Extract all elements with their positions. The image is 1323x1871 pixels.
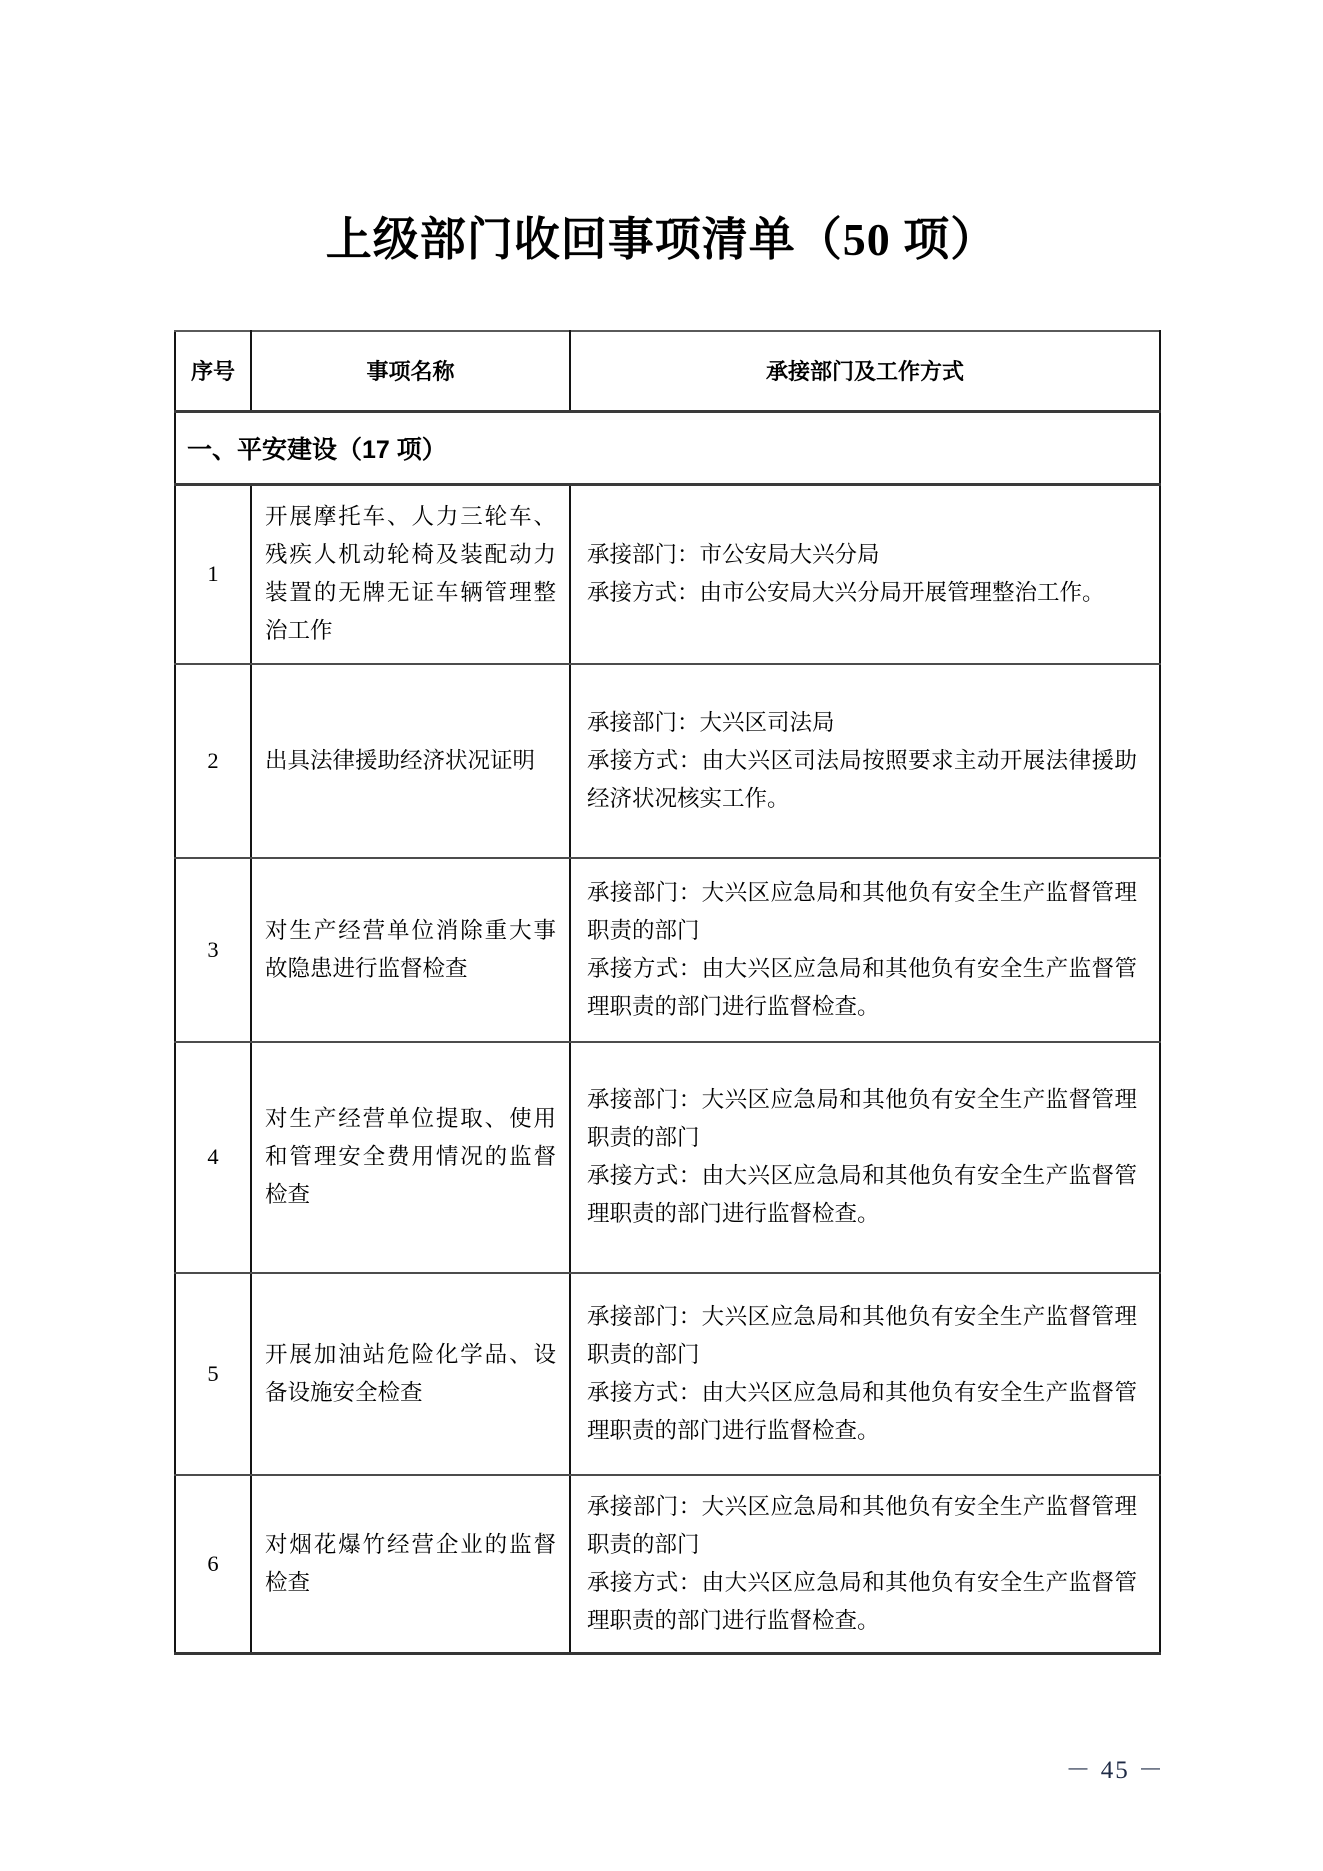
undertaking-dept: 承接部门：大兴区应急局和其他负有安全生产监督管理职责的部门 bbox=[587, 1303, 1137, 1367]
section-header: 一、平安建设（17 项） bbox=[175, 411, 1160, 484]
undertaking-cell bbox=[570, 484, 1160, 664]
undertaking-dept: 承接部门：大兴区司法局 bbox=[587, 709, 835, 735]
item-name: 开展加油站危险化学品、设备设施安全检查 bbox=[251, 1273, 570, 1475]
undertaking-cell bbox=[570, 1475, 1160, 1654]
item-name: 开展摩托车、人力三轮车、残疾人机动轮椅及装配动力装置的无牌无证车辆管理整治工作 bbox=[251, 484, 570, 664]
undertaking-dept: 承接部门：大兴区应急局和其他负有安全生产监督管理职责的部门 bbox=[587, 879, 1137, 943]
col-header-undertaking: 承接部门及工作方式 bbox=[570, 331, 1160, 411]
table-header-row bbox=[175, 331, 1160, 411]
undertaking-method: 承接方式：由大兴区司法局按照要求主动开展法律援助经济状况核实工作。 bbox=[587, 747, 1137, 811]
undertaking-cell bbox=[570, 1042, 1160, 1273]
undertaking-method: 承接方式：由市公安局大兴分局开展管理整治工作。 bbox=[587, 580, 1105, 605]
undertaking-cell bbox=[570, 858, 1160, 1042]
row-number: 1 bbox=[175, 484, 251, 664]
table-row bbox=[175, 858, 1160, 1042]
row-number: 6 bbox=[175, 1475, 251, 1654]
section-header-row bbox=[175, 411, 1160, 484]
items-table bbox=[174, 330, 1161, 1655]
undertaking-method: 承接方式：由大兴区应急局和其他负有安全生产监督管理职责的部门进行监督检查。 bbox=[587, 1163, 1137, 1226]
table-row bbox=[175, 1273, 1160, 1475]
table-row bbox=[175, 664, 1160, 858]
item-name: 对生产经营单位提取、使用和管理安全费用情况的监督检查 bbox=[251, 1042, 570, 1273]
page-number: － 45 － bbox=[1065, 1757, 1165, 1784]
col-header-item-name: 事项名称 bbox=[251, 331, 570, 411]
row-number: 4 bbox=[175, 1042, 251, 1273]
undertaking-cell bbox=[570, 664, 1160, 858]
table-row bbox=[175, 1042, 1160, 1273]
item-name: 出具法律援助经济状况证明 bbox=[251, 664, 570, 858]
row-number: 3 bbox=[175, 858, 251, 1042]
undertaking-method: 承接方式：由大兴区应急局和其他负有安全生产监督管理职责的部门进行监督检查。 bbox=[587, 955, 1137, 1019]
row-number: 5 bbox=[175, 1273, 251, 1475]
item-name: 对生产经营单位消除重大事故隐患进行监督检查 bbox=[251, 858, 570, 1042]
undertaking-dept: 承接部门：市公安局大兴分局 bbox=[587, 542, 880, 567]
undertaking-method: 承接方式：由大兴区应急局和其他负有安全生产监督管理职责的部门进行监督检查。 bbox=[587, 1569, 1137, 1633]
table-row bbox=[175, 484, 1160, 664]
undertaking-cell bbox=[570, 1273, 1160, 1475]
page-title: 上级部门收回事项清单（50 项） bbox=[325, 214, 998, 265]
undertaking-dept: 承接部门：大兴区应急局和其他负有安全生产监督管理职责的部门 bbox=[587, 1493, 1137, 1557]
undertaking-dept: 承接部门：大兴区应急局和其他负有安全生产监督管理职责的部门 bbox=[587, 1087, 1137, 1150]
item-name: 对烟花爆竹经营企业的监督检查 bbox=[251, 1475, 570, 1654]
table-row bbox=[175, 1475, 1160, 1654]
col-header-serial: 序号 bbox=[175, 331, 251, 411]
row-number: 2 bbox=[175, 664, 251, 858]
undertaking-method: 承接方式：由大兴区应急局和其他负有安全生产监督管理职责的部门进行监督检查。 bbox=[587, 1379, 1137, 1443]
